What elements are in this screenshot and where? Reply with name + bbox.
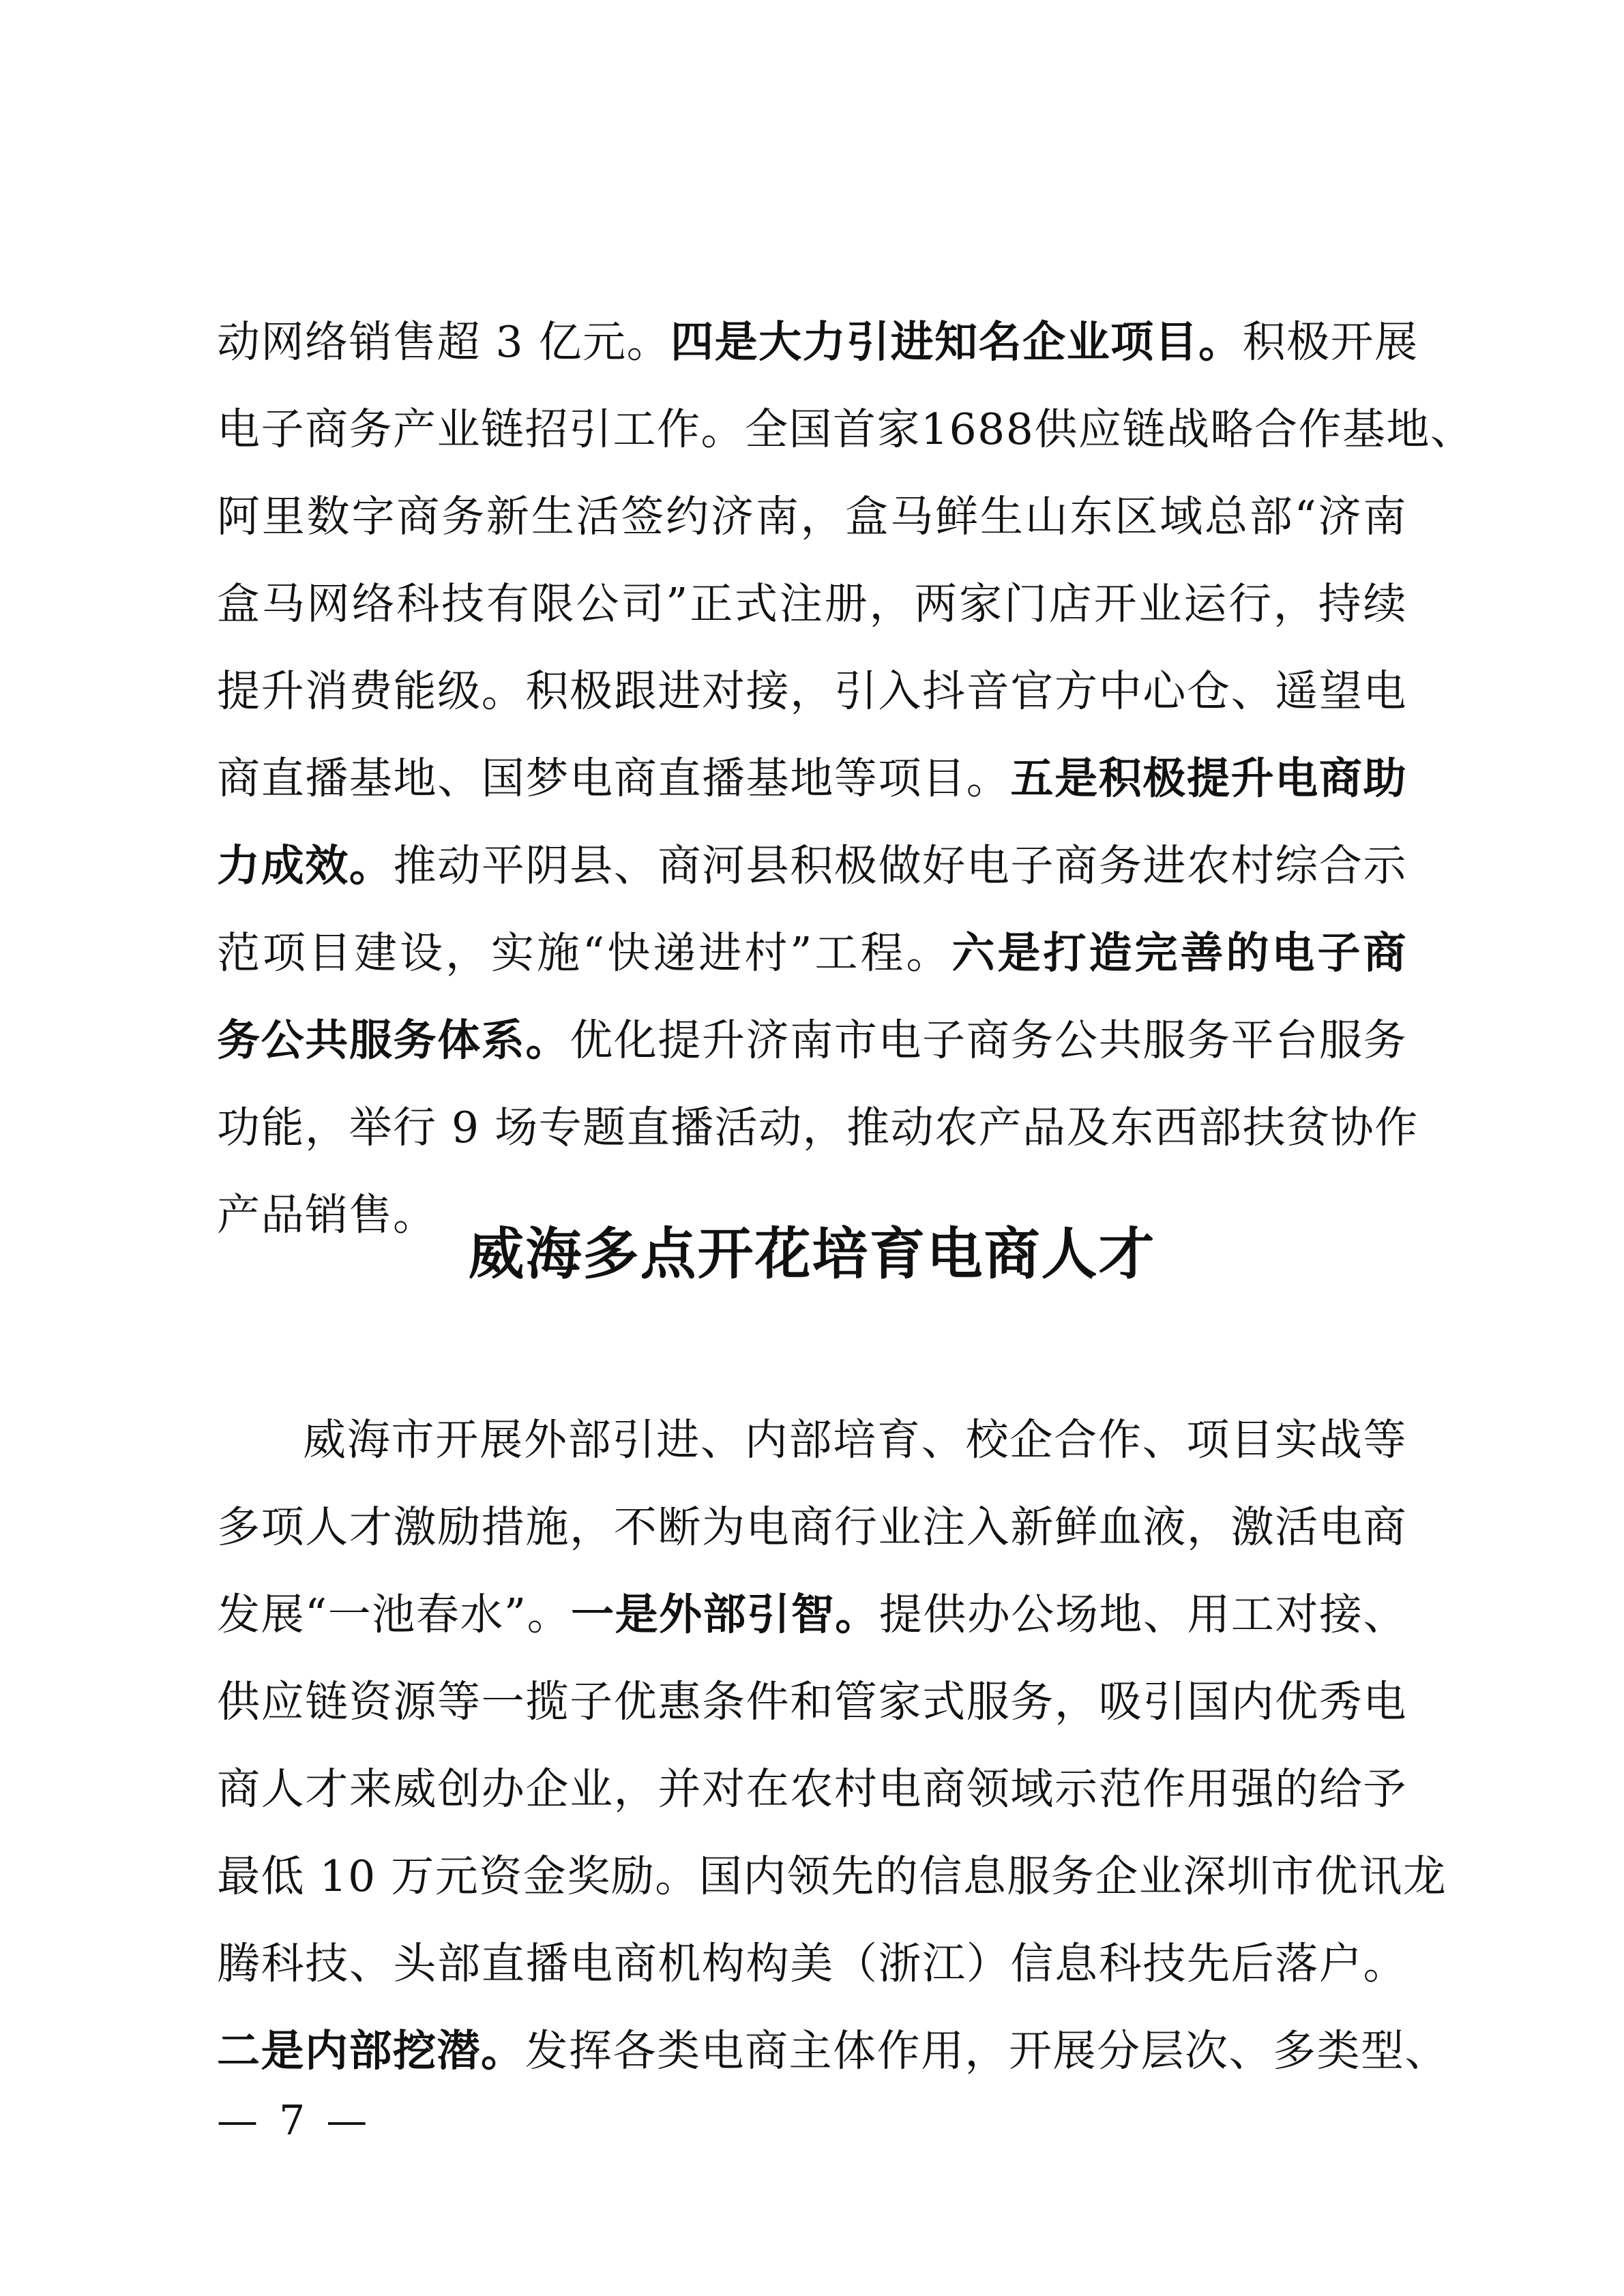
text-line: [217, 1484, 1407, 1571]
text-line: [217, 473, 1407, 561]
text-run: 范项目建设，实施“快递进村”工程。: [217, 928, 952, 978]
text-run: 推动平阴县、商河县积极做好电子商务进农村综合示: [393, 841, 1408, 891]
text-run: 优化提升济南市电子商务公共服务平台服务: [570, 1015, 1408, 1065]
text-run: 电子商务产业链招引工作。全国首家1688供应链战略合作基地、: [217, 404, 1475, 454]
text-run: 腾科技、头部直播电商机构构美（浙江）信息科技先后落户。: [217, 1939, 1407, 1988]
bold-heading-phrase: 一是外部引智。: [571, 1590, 879, 1639]
text-run: 盒马网络科技有限公司”正式注册，两家门店开业运行，持续: [217, 579, 1407, 629]
text-line: [217, 1746, 1407, 1833]
text-run: 商人才来威创办企业，并对在农村电商领域示范作用强的给予: [217, 1764, 1407, 1814]
text-line: [217, 648, 1407, 735]
text-run: 发挥各类电商主体作用，开展分层次、多类型、: [525, 2026, 1449, 2076]
text-line: [217, 735, 1407, 822]
text-run: 供应链资源等一揽子优惠条件和管家式服务，吸引国内优秀电: [217, 1677, 1407, 1727]
text-line: [217, 1920, 1407, 2008]
text-line: [217, 1833, 1447, 1920]
paragraph-jinan-ecommerce: [217, 299, 1475, 1259]
text-run: 动网络销售超 3 亿元。: [217, 317, 671, 367]
text-line: [217, 822, 1407, 910]
text-line: [217, 299, 1419, 386]
text-run: 功能，举行 9 场专题直播活动，推动农产品及东西部扶贫协作: [217, 1103, 1419, 1152]
bold-heading-phrase: 五是积极提升电商助: [1010, 754, 1408, 803]
text-line: [217, 1084, 1419, 1172]
text-run: 提升消费能级。积极跟进对接，引入抖音官方中心仓、遥望电: [217, 666, 1407, 716]
section-heading: 威海多点开花培育电商人才: [468, 1222, 1156, 1287]
text-line: [217, 1658, 1407, 1746]
text-run: 提供办公场地、用工对接、: [879, 1590, 1408, 1639]
text-run: 发展“一池春水”。: [217, 1590, 572, 1639]
text-run: 积极开展: [1242, 317, 1419, 367]
text-line: [217, 561, 1407, 648]
text-line: [217, 386, 1475, 473]
bold-heading-phrase: 六是打造完善的电子商: [951, 928, 1407, 978]
text-line: [217, 1571, 1407, 1658]
page-number: — 7 —: [217, 2097, 372, 2145]
text-line: [217, 910, 1407, 997]
text-run: 威海市开展外部引进、内部培育、校企合作、项目实战等: [303, 1415, 1407, 1465]
text-run: 最低 10 万元资金奖励。国内领先的信息服务企业深圳市优讯龙: [217, 1851, 1447, 1901]
bold-heading-phrase: 二是内部挖潜。: [217, 2026, 525, 2076]
text-run: 多项人才激励措施，不断为电商行业注入新鲜血液，激活电商: [217, 1502, 1407, 1552]
text-line: [217, 997, 1407, 1084]
paragraph-weihai-talent: [217, 1397, 1449, 2095]
bold-heading-phrase: 务公共服务体系。: [217, 1015, 570, 1065]
bold-heading-phrase: 力成效。: [217, 841, 394, 891]
bold-heading-phrase: 四是大力引进知名企业项目。: [670, 317, 1243, 367]
text-run: 阿里数字商务新生活签约济南，盒马鲜生山东区域总部“济南: [217, 492, 1407, 541]
text-run: 产品销售。: [217, 1190, 437, 1240]
text-line: [217, 2008, 1449, 2095]
text-run: 商直播基地、国梦电商直播基地等项目。: [217, 754, 1011, 803]
text-line: [217, 1397, 1407, 1484]
